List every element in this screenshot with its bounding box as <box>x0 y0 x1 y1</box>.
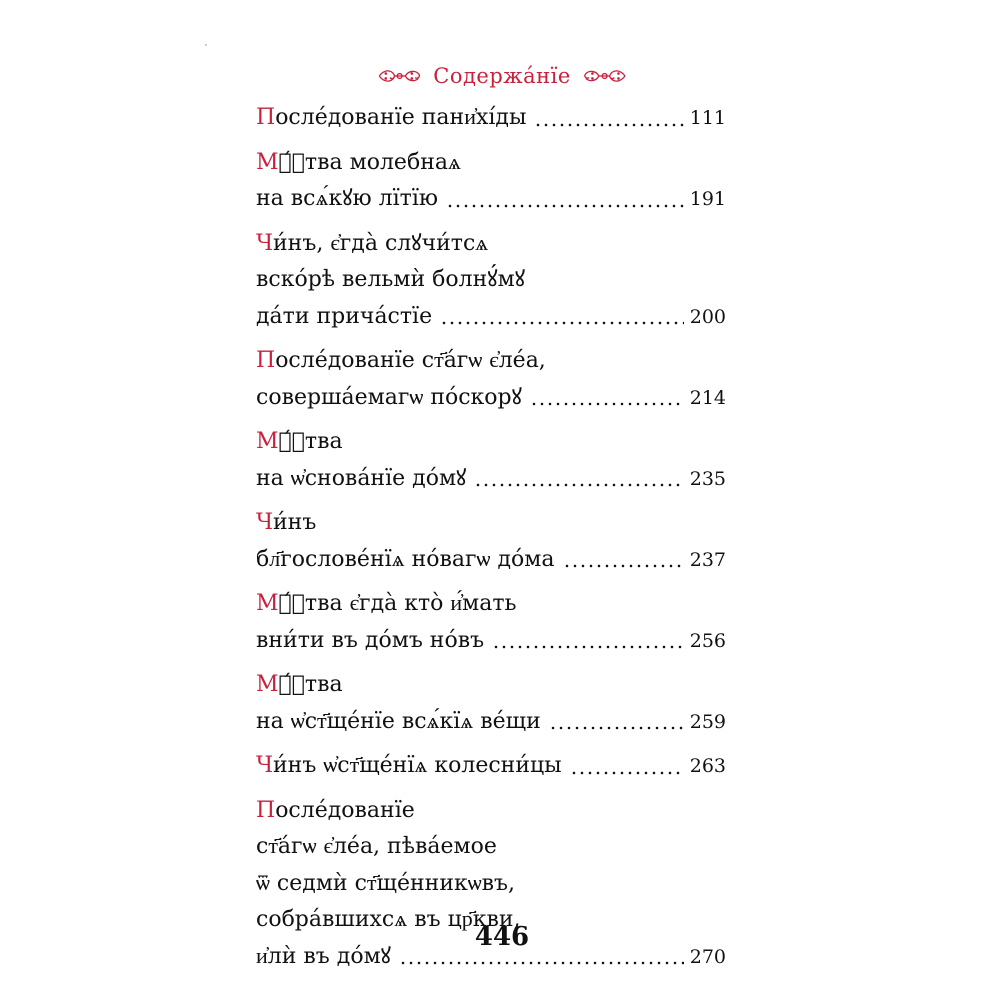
toc-entry-line <box>256 226 726 263</box>
dot-leader <box>549 726 684 730</box>
toc-entry[interactable] <box>256 748 726 785</box>
red-initial: М <box>256 672 279 697</box>
red-initial: Ч <box>256 510 274 535</box>
red-initial: М <box>256 149 279 175</box>
dot-leader <box>446 204 684 208</box>
toc-entry-text: на ѡ҆снова́нїе до́мꙋ <box>256 465 467 491</box>
toc-entry[interactable] <box>256 100 726 137</box>
toc-entry-line <box>256 866 726 903</box>
toc-page-number: 263 <box>689 755 726 777</box>
toc-entry-text: бл҃гослове́нїѧ но́вагѡ до́ма <box>256 546 555 572</box>
toc-entry-text: и҆лѝ въ до́мꙋ <box>256 943 392 969</box>
toc-page-number: 270 <box>689 945 726 968</box>
red-initial: П <box>256 348 276 373</box>
toc-page-number: 237 <box>689 548 726 571</box>
toc-entry-line <box>256 623 726 660</box>
red-initial: М <box>256 591 279 616</box>
toc-entry-text: на ѡ҆ст҃ще́нїе всѧ́кїѧ ве́щи <box>256 708 541 734</box>
toc-entry-line <box>256 380 726 417</box>
toc-entry-text: вско́рѣ вельмѝ болнꙋ́мꙋ <box>256 267 526 292</box>
page-number: 446 <box>474 922 530 952</box>
toc-page-number: 200 <box>689 305 726 328</box>
toc-entry-line <box>256 748 726 785</box>
toc-entry-text: да́ти прича́стїе <box>256 303 433 329</box>
dot-leader <box>563 564 684 568</box>
toc-entry-line <box>256 424 726 461</box>
dot-leader <box>530 402 684 406</box>
toc-entry[interactable] <box>256 586 726 659</box>
toc-page-number: 256 <box>689 629 726 652</box>
dot-leader <box>474 483 683 487</box>
toc-entry-text: осле́дованїе <box>275 797 415 823</box>
toc-entry-text: соверша́емагѡ по́скорꙋ <box>256 384 522 410</box>
toc-entry-text: ѿ седмѝ ст҃ще́нникѡвъ, <box>256 870 516 896</box>
toc-entry-line <box>256 829 726 866</box>
paper-speck <box>205 44 207 46</box>
toc-entry-text: ѡ́ⷧтва <box>278 429 343 454</box>
toc-entry[interactable] <box>256 343 726 416</box>
toc-entry-line <box>256 299 726 336</box>
toc-entry-line <box>256 100 726 137</box>
toc-entry-line <box>256 793 726 830</box>
dot-leader <box>570 771 684 775</box>
red-initial: Ч <box>256 753 274 778</box>
toc-entry-text: ст҃а́гѡ є҆ле́а, пѣва́емое <box>256 834 497 859</box>
page-title: Содержа́нїе <box>433 64 571 88</box>
toc-entry[interactable] <box>256 505 726 578</box>
toc-page-number: 235 <box>689 467 726 490</box>
toc-entry-line <box>256 181 726 218</box>
toc-entry-text: вни́ти въ до́мъ но́въ <box>256 627 485 653</box>
toc-entry-text: и́нъ ѡ҆ст҃ще́нїѧ колесни́цы <box>273 753 562 778</box>
toc-entry-line <box>256 505 726 542</box>
toc-entry-text: на всѧ́кꙋю лїтїю <box>256 186 439 211</box>
dot-leader <box>534 123 683 127</box>
toc-entry-text: осле́дованїе ст҃а́гѡ є҆ле́а, <box>275 348 546 373</box>
floral-ornament-icon <box>376 65 423 87</box>
toc-entry-text: ѡ́ⷧтва є҆гда̀ кто̀ и҆́мать <box>278 591 517 616</box>
red-initial: П <box>256 105 276 130</box>
toc-entry-text: и́нъ, є҆гда̀ слꙋчи́тсѧ <box>273 230 489 256</box>
toc-entry-line <box>256 586 726 623</box>
toc-entry-line <box>256 542 726 579</box>
toc-entry-text: и́нъ <box>273 510 317 535</box>
toc-entry-line <box>256 145 726 182</box>
toc-page-number: 214 <box>689 386 726 409</box>
toc-entry-line <box>256 461 726 498</box>
toc-entry[interactable] <box>256 667 726 740</box>
red-initial: М <box>256 429 279 454</box>
toc-page-number: 191 <box>689 188 726 210</box>
floral-ornament-icon <box>581 65 628 87</box>
toc-entry-line <box>256 343 726 380</box>
section-header <box>376 58 628 94</box>
toc-entry-line <box>256 667 726 704</box>
toc-entry[interactable] <box>256 226 726 336</box>
toc-entry-text: ѡ́ⷧтва <box>278 672 343 697</box>
toc-entry-line <box>256 262 726 299</box>
toc-entry-text: осле́дованїе пани҆хі́ды <box>275 105 527 130</box>
toc-entry[interactable] <box>256 145 726 218</box>
toc-page-number: 111 <box>689 107 726 129</box>
red-initial: П <box>256 797 276 823</box>
toc-entry-text: ѡ́ⷧтва молебнаѧ <box>278 149 461 175</box>
dot-leader <box>440 321 684 325</box>
toc-page-number: 259 <box>689 710 726 733</box>
table-of-contents <box>256 100 726 983</box>
toc-entry[interactable] <box>256 424 726 497</box>
dot-leader <box>492 645 684 649</box>
red-initial: Ч <box>256 230 274 256</box>
dot-leader <box>399 961 684 965</box>
toc-entry-text: собра́вшихсѧ въ цр҃кви, <box>256 907 521 932</box>
toc-entry-line <box>256 704 726 741</box>
